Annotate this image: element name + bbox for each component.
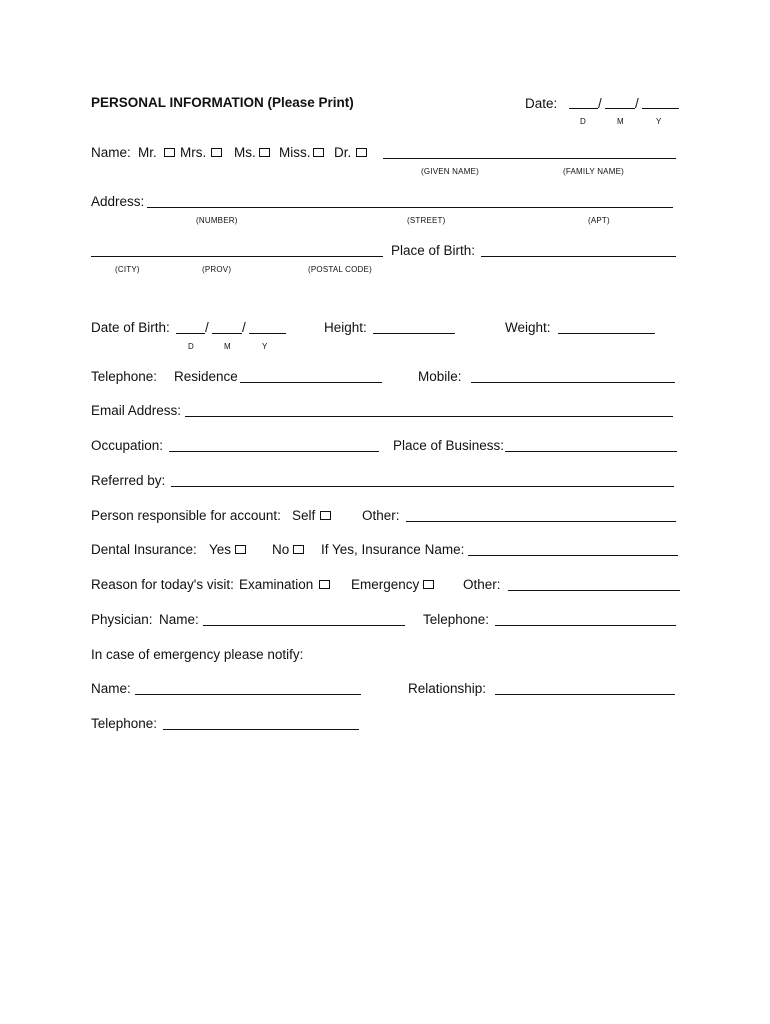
miss-label: Miss. — [279, 145, 311, 160]
responsible-other-label: Other: — [362, 508, 400, 523]
form-title: PERSONAL INFORMATION (Please Print) — [91, 95, 354, 110]
emergency-checkbox[interactable] — [423, 580, 434, 589]
date-day-line[interactable] — [569, 108, 598, 109]
place-of-business-field[interactable] — [505, 451, 677, 452]
city-caption: (CITY) — [115, 265, 140, 274]
miss-checkbox[interactable] — [313, 148, 324, 157]
contact-name-label: Name: — [91, 681, 131, 696]
height-field[interactable] — [373, 333, 455, 334]
dr-label: Dr. — [334, 145, 352, 160]
occupation-label: Occupation: — [91, 438, 164, 453]
physician-label: Physician: — [91, 612, 153, 627]
address-field[interactable] — [147, 207, 673, 208]
mrs-checkbox[interactable] — [211, 148, 222, 157]
self-label: Self — [292, 508, 316, 523]
emergency-notify-label: In case of emergency please notify: — [91, 647, 304, 662]
telephone-label: Telephone: — [91, 369, 158, 384]
city-prov-postal-field[interactable] — [91, 256, 383, 257]
physician-name-label: Name: — [159, 612, 199, 627]
residence-field[interactable] — [240, 382, 382, 383]
residence-label: Residence — [174, 369, 238, 384]
reason-label: Reason for today's visit: — [91, 577, 234, 592]
mrs-label: Mrs. — [180, 145, 207, 160]
mr-checkbox[interactable] — [164, 148, 175, 157]
place-of-birth-label: Place of Birth: — [391, 243, 476, 258]
dob-d-caption: D — [188, 342, 194, 351]
street-caption: (STREET) — [407, 216, 446, 225]
dob-day-line[interactable] — [176, 333, 205, 334]
physician-name-field[interactable] — [203, 625, 405, 626]
dob-sep-1: / — [205, 320, 209, 335]
examination-label: Examination — [239, 577, 314, 592]
relationship-label: Relationship: — [408, 681, 487, 696]
date-sep-2: / — [635, 96, 639, 111]
yes-label: Yes — [209, 542, 232, 557]
date-year-line[interactable] — [642, 108, 679, 109]
dob-sep-2: / — [242, 320, 246, 335]
name-label: Name: — [91, 145, 131, 160]
mobile-label: Mobile: — [418, 369, 462, 384]
number-caption: (NUMBER) — [196, 216, 238, 225]
weight-field[interactable] — [558, 333, 655, 334]
dental-insurance-label: Dental Insurance: — [91, 542, 197, 557]
place-of-birth-field[interactable] — [481, 256, 676, 257]
date-month-line[interactable] — [605, 108, 635, 109]
dob-m-caption: M — [224, 342, 231, 351]
ms-label: Ms. — [234, 145, 256, 160]
insurance-name-label: If Yes, Insurance Name: — [321, 542, 465, 557]
weight-label: Weight: — [505, 320, 551, 335]
prov-caption: (PROV) — [202, 265, 232, 274]
email-label: Email Address: — [91, 403, 182, 418]
emergency-label: Emergency — [351, 577, 420, 592]
dob-label: Date of Birth: — [91, 320, 170, 335]
no-label: No — [272, 542, 290, 557]
physician-telephone-label: Telephone: — [423, 612, 490, 627]
contact-telephone-label: Telephone: — [91, 716, 158, 731]
postal-code-caption: (POSTAL CODE) — [308, 265, 372, 274]
dr-checkbox[interactable] — [356, 148, 367, 157]
referred-by-label: Referred by: — [91, 473, 166, 488]
address-label: Address: — [91, 194, 145, 209]
ms-checkbox[interactable] — [259, 148, 270, 157]
contact-name-field[interactable] — [135, 694, 361, 695]
responsible-label: Person responsible for account: — [91, 508, 281, 523]
reason-other-label: Other: — [463, 577, 501, 592]
name-field[interactable] — [383, 158, 676, 159]
self-checkbox[interactable] — [320, 511, 331, 520]
date-sep-1: / — [598, 96, 602, 111]
height-label: Height: — [324, 320, 367, 335]
given-name-caption: (GIVEN NAME) — [421, 167, 479, 176]
insurance-name-field[interactable] — [468, 555, 678, 556]
no-checkbox[interactable] — [293, 545, 304, 554]
mobile-field[interactable] — [471, 382, 675, 383]
dob-year-line[interactable] — [249, 333, 286, 334]
date-y-caption: Y — [656, 117, 662, 126]
examination-checkbox[interactable] — [319, 580, 330, 589]
occupation-field[interactable] — [169, 451, 379, 452]
date-d-caption: D — [580, 117, 586, 126]
email-field[interactable] — [185, 416, 673, 417]
reason-other-field[interactable] — [508, 590, 680, 591]
date-m-caption: M — [617, 117, 624, 126]
responsible-other-field[interactable] — [406, 521, 676, 522]
date-label: Date: — [525, 96, 558, 111]
relationship-field[interactable] — [495, 694, 675, 695]
referred-by-field[interactable] — [171, 486, 674, 487]
mr-label: Mr. — [138, 145, 157, 160]
place-of-business-label: Place of Business: — [393, 438, 505, 453]
physician-telephone-field[interactable] — [495, 625, 676, 626]
dob-month-line[interactable] — [212, 333, 242, 334]
dob-y-caption: Y — [262, 342, 268, 351]
contact-telephone-field[interactable] — [163, 729, 359, 730]
family-name-caption: (FAMILY NAME) — [563, 167, 624, 176]
apt-caption: (APT) — [588, 216, 610, 225]
yes-checkbox[interactable] — [235, 545, 246, 554]
